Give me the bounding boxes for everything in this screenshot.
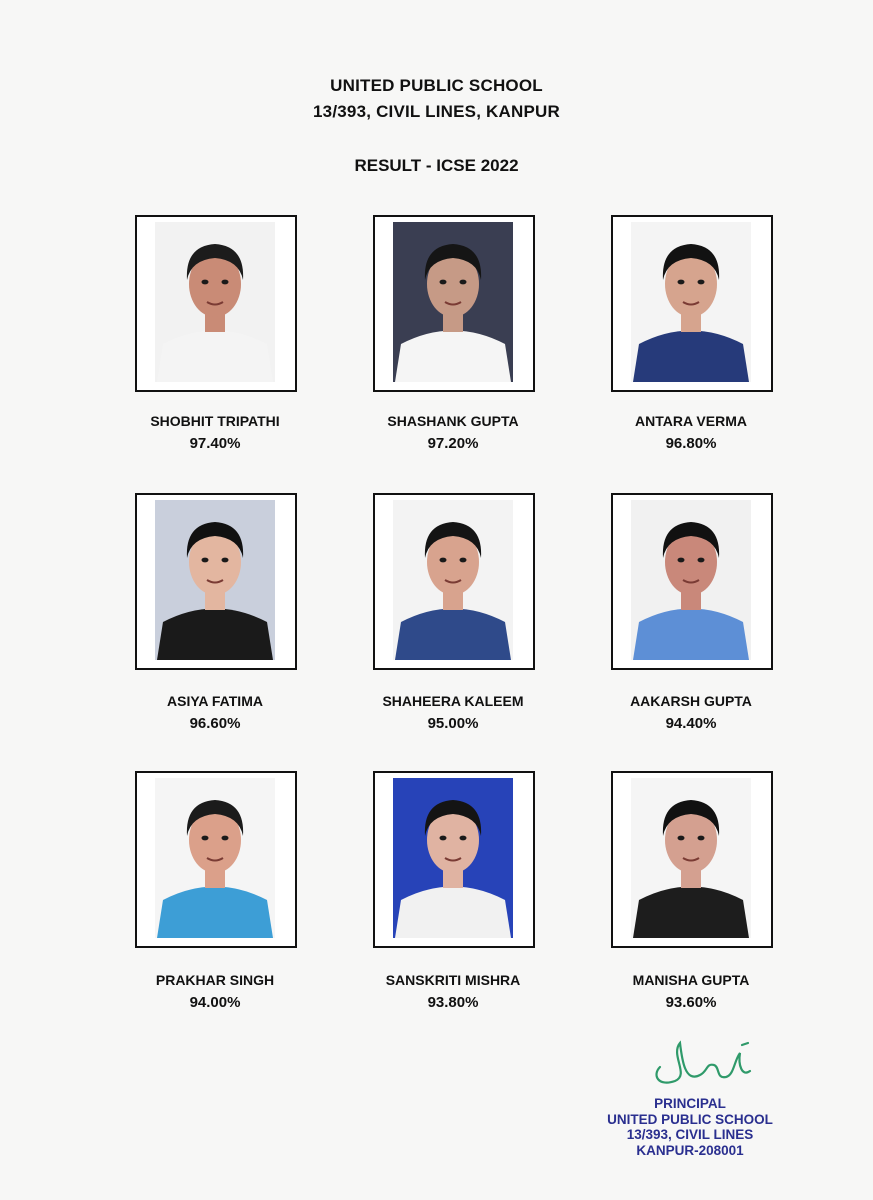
- photo-frame: [373, 771, 535, 948]
- principal-signature: [630, 1035, 780, 1095]
- student-percentage: 94.40%: [665, 715, 717, 732]
- photo-frame: [373, 215, 535, 392]
- student-percentage: 95.00%: [427, 715, 479, 732]
- student-photo: [631, 500, 751, 660]
- student-name: SHAHEERA KALEEM: [382, 693, 524, 709]
- student-name: ANTARA VERMA: [635, 413, 747, 429]
- student-photo: [393, 222, 513, 382]
- photo-frame: [611, 493, 773, 670]
- student-percentage: 97.40%: [189, 435, 241, 452]
- photo-frame: [135, 771, 297, 948]
- student-percentage: 96.60%: [189, 715, 241, 732]
- student-photo: [631, 778, 751, 938]
- student-photo: [155, 778, 275, 938]
- photo-frame: [135, 493, 297, 670]
- school-name: UNITED PUBLIC SCHOOL: [330, 76, 543, 95]
- student-percentage: 94.00%: [189, 994, 241, 1011]
- photo-frame: [373, 493, 535, 670]
- stamp-city: KANPUR-208001: [636, 1142, 744, 1158]
- result-title: RESULT - ICSE 2022: [354, 156, 519, 175]
- stamp-address: 13/393, CIVIL LINES: [626, 1127, 754, 1142]
- student-name: ASIYA FATIMA: [167, 693, 263, 709]
- student-name: MANISHA GUPTA: [632, 972, 750, 988]
- stamp-title: PRINCIPAL: [654, 1096, 726, 1111]
- principal-stamp: [590, 1096, 790, 1158]
- student-percentage: 97.20%: [427, 435, 479, 452]
- student-percentage: 93.60%: [665, 994, 717, 1011]
- student-name: AAKARSH GUPTA: [630, 693, 752, 709]
- student-photo: [631, 222, 751, 382]
- student-name: PRAKHAR SINGH: [155, 972, 275, 988]
- stamp-school: UNITED PUBLIC SCHOOL: [607, 1111, 773, 1127]
- student-photo: [155, 500, 275, 660]
- photo-frame: [611, 215, 773, 392]
- student-name: SHOBHIT TRIPATHI: [150, 413, 280, 429]
- student-photo: [155, 222, 275, 382]
- student-percentage: 96.80%: [665, 435, 717, 452]
- student-name: SHASHANK GUPTA: [387, 413, 519, 429]
- photo-frame: [611, 771, 773, 948]
- student-name: SANSKRITI MISHRA: [385, 972, 521, 988]
- student-percentage: 93.80%: [427, 994, 479, 1011]
- school-address: 13/393, CIVIL LINES, KANPUR: [313, 102, 560, 121]
- student-photo: [393, 778, 513, 938]
- student-photo: [393, 500, 513, 660]
- photo-frame: [135, 215, 297, 392]
